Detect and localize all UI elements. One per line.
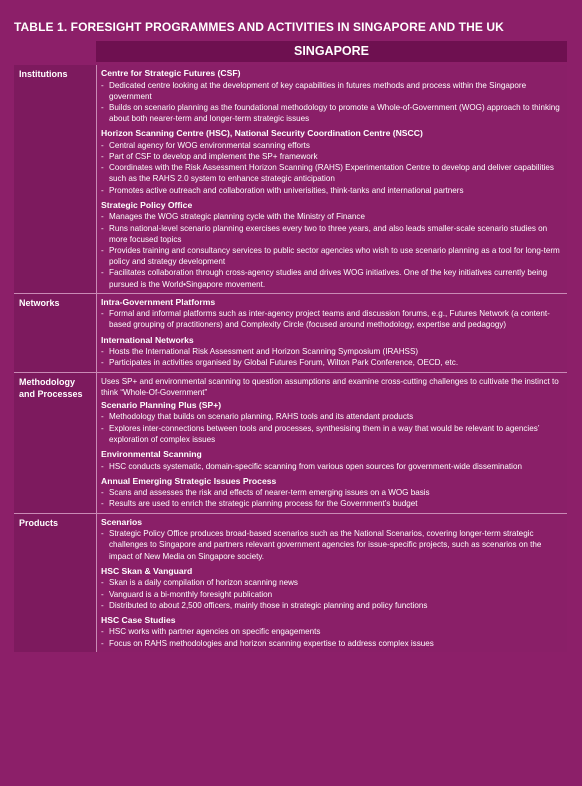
section-title: Strategic Policy Office [101,199,193,210]
bullet-text: Distributed to about 2,500 officers, mainly those in strategic planning and policy functions [109,600,428,610]
section-title: Environmental Scanning [101,449,202,460]
bullet-dash: - [101,163,104,173]
bullet-item [101,638,561,649]
bullet-item [101,102,561,124]
table-title: TABLE 1. FORESIGHT PROGRAMMES AND ACTIVITIES IN SINGAPORE AND THE UK [14,20,504,34]
section [101,566,561,611]
bullet-text: Central agency for WOG environmental scanning efforts [109,140,310,150]
bullet-text: Methodology that builds on scenario planning, RAHS tools and its attendant products [109,412,414,422]
bullet-item [101,528,561,562]
bullet-dash: - [101,412,104,422]
bullet-text: Hosts the International Risk Assessment and Horizon Scanning Symposium (IRAHSS) [109,347,419,357]
bullet-dash: - [101,80,104,90]
bullet-dash: - [101,638,104,648]
bullet-item [101,357,561,368]
row-label: Institutions [14,65,96,293]
table-row [14,372,567,513]
bullet-text: Skan is a daily compilation of horizon scanning news [109,578,298,588]
section-title: Scenarios [101,516,143,527]
bullet-text: HSC conducts systematic, domain-specific scanning from various open sources for government-wide dissemination [109,461,522,471]
bullet-item [101,211,561,222]
bullet-dash: - [101,185,104,195]
section-title: HSC Case Studies [101,614,176,625]
bullet-item [101,600,561,611]
bullet-item [101,346,561,357]
bullet-text: Coordinates with the Risk Assessment Horizon Scanning (RAHS) Experimentation Centre to develop and deliver capabilities such as the RAHS 2.0 system to enhance strategic anticipation [109,163,554,184]
bullet-item [101,487,561,498]
section [101,449,561,472]
bullet-item [101,411,561,422]
table-row [14,65,567,293]
bullet-item [101,151,561,162]
bullet-dash: - [101,488,104,498]
bullet-item [101,626,561,637]
bullet-item [101,140,561,151]
bullet-dash: - [101,423,104,433]
bullet-dash: - [101,223,104,233]
bullet-item [101,162,561,184]
row-intro: Uses SP+ and environmental scanning to question assumptions and examine cross-cutting challenges to cultivate the instinct to think “Whole-Of-Government” [101,376,559,397]
bullet-text: Facilitates collaboration through cross-agency studies and drives WOG initiatives. One of the key initiatives currently being pursued is the World•Singapore movement. [109,268,548,289]
section [101,517,561,562]
section [101,335,561,369]
bullet-item [101,423,561,445]
bullet-item [101,80,561,102]
bullet-text: HSC works with partner agencies on specific engagements [109,627,321,637]
bullet-item [101,245,561,267]
section [101,615,561,649]
bullet-item [101,461,561,472]
bullet-text: Part of CSF to develop and implement the SP+ framework [109,152,318,162]
bullet-text: Provides training and consultancy services to public sector agencies who wish to use scenario planning as a tool for long-term policy and strategy development [109,245,560,267]
bullet-dash: - [101,152,104,162]
table-row [14,513,567,652]
row-content [96,373,567,513]
bullet-text: Focus on RAHS methodologies and horizon scanning expertise to address complex issues [109,638,434,648]
bullet-dash: - [101,347,104,357]
bullet-text: Builds on scenario planning as the foundational methodology to promote a Whole-of-Government (WOG) approach to thinking about both nearer-term and longer-term strategic issues [109,102,560,124]
row-label: Products [14,514,96,652]
bullet-text: Results are used to enrich the strategic planning process for the Government’s budget [109,499,418,509]
row-content [96,65,567,293]
column-header: SINGAPORE [96,41,567,62]
table-body [14,65,567,652]
bullet-item [101,223,561,245]
bullet-text: Dedicated centre looking at the development of key capabilities in futures methods and process within the Singapore government [109,80,527,101]
bullet-item [101,589,561,600]
section-title: Annual Emerging Strategic Issues Process [101,475,277,486]
bullet-dash: - [101,102,104,112]
section [101,200,561,290]
bullet-text: Scans and assesses the risk and effects of nearer-term emerging issues on a WOG basis [109,488,430,498]
section-title: HSC Skan & Vanguard [101,565,193,576]
bullet-text: Manages the WOG strategic planning cycle with the Ministry of Finance [109,212,365,222]
bullet-item [101,308,561,330]
section [101,128,561,196]
bullet-dash: - [101,358,104,368]
table-row [14,293,567,372]
bullet-dash: - [101,589,104,599]
bullet-dash: - [101,309,104,319]
bullet-text: Runs national-level scenario planning exercises every two to three years, and also leads smaller-scale scenario studies on more focused topics [109,223,548,244]
bullet-dash: - [101,578,104,588]
bullet-text: Participates in activities organised by Global Futures Forum, Wilton Park Conference, OECD, etc. [109,358,459,368]
bullet-item [101,498,561,509]
section [101,297,561,331]
section [101,476,561,510]
section-title: Intra-Government Platforms [101,296,216,307]
row-label: Methodology and Processes [14,373,96,513]
section-title: Centre for Strategic Futures (CSF) [101,68,241,78]
section [101,68,561,124]
bullet-dash: - [101,499,104,509]
bullet-text: Vanguard is a bi-monthly foresight publication [109,589,273,599]
bullet-item [101,185,561,196]
row-label: Networks [14,294,96,372]
row-content [96,514,567,652]
row-content [96,294,567,372]
bullet-text: Promotes active outreach and collaboration with univerisities, think-tanks and international partners [109,185,464,195]
bullet-dash: - [101,212,104,222]
section-title: Horizon Scanning Centre (HSC), National Security Coordination Centre (NSCC) [101,128,423,139]
bullet-text: Strategic Policy Office produces broad-based scenarios such as the National Scenarios, covering longer-term strategic challenges to Singapore and partners relevant government agencies for issue-specific projects, such as scenarios on the impact of New Media on Singapore society. [109,529,542,561]
bullet-dash: - [101,140,104,150]
bullet-dash: - [101,461,104,471]
bullet-item [101,267,561,289]
section-title: Scenario Planning Plus (SP+) [101,399,222,410]
bullet-item [101,577,561,588]
bullet-dash: - [101,245,104,255]
foresight-table [14,41,567,652]
bullet-dash: - [101,627,104,637]
bullet-text: Explores inter-connections between tools and processes, synthesising them in a way that would be relevant to agencies’ exploration of complex issues [109,423,540,444]
bullet-text: Formal and informal platforms such as inter-agency project teams and discussion forums, e.g., Futures Network (a content-based grouping of practitioners) and Complexity Circle (focused around methodology, expertise and pedagogy) [109,309,550,330]
bullet-dash: - [101,600,104,610]
section [101,400,561,445]
section-title: International Networks [101,334,194,345]
bullet-dash: - [101,268,104,278]
bullet-dash: - [101,529,104,539]
